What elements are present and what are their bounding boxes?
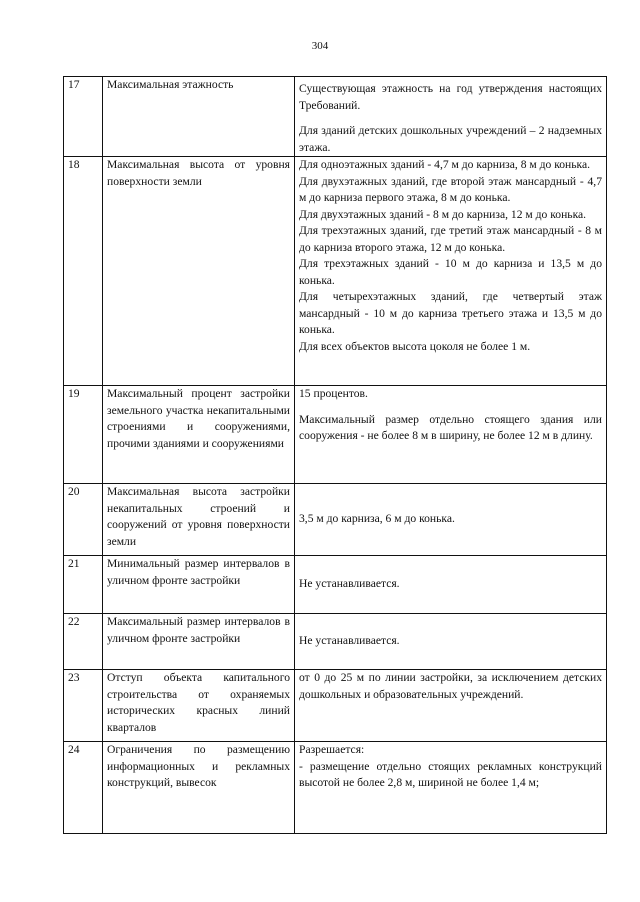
parameter-name: Максимальный процент застройки земельного участка некапитальными строениями и сооружениями, прочими зданиями и сооружениями — [103, 386, 295, 484]
value-paragraph: 15 процентов. — [299, 387, 368, 400]
parameter-value: Не устанавливается. — [295, 614, 607, 670]
value-paragraph: Для четырехэтажных зданий, где четвертый этаж мансардный - 10 м до карниза третьего этажа и 13,5 м до конька. — [299, 290, 602, 336]
value-paragraph: Для двухэтажных зданий - 8 м до карниза, 12 м до конька. — [299, 207, 587, 221]
row-number: 24 — [64, 742, 103, 834]
parameter-value: от 0 до 25 м по линии застройки, за исключением детских дошкольных и образовательных учреждений. — [295, 670, 607, 742]
table-row — [64, 386, 607, 484]
parameter-value — [295, 77, 607, 157]
row-number: 23 — [64, 670, 103, 742]
table-row — [64, 556, 607, 614]
parameter-name: Ограничения по размещению информационных и рекламных конструкций, вывесок — [103, 742, 295, 834]
row-number: 22 — [64, 614, 103, 670]
value-paragraph: Для двухэтажных зданий, где второй этаж мансардный - 4,7 м до карниза первого этажа, 8 м до конька. — [299, 174, 602, 204]
table-row — [64, 614, 607, 670]
table-row — [64, 742, 607, 834]
parameter-value — [295, 742, 607, 834]
table-row — [64, 670, 607, 742]
page-number: 304 — [311, 40, 329, 52]
table-row — [64, 484, 607, 556]
value-paragraph: Для трехэтажных зданий - 10 м до карниза и 13,5 м до конька. — [299, 257, 602, 287]
value-paragraph: Для зданий детских дошкольных учреждений – 2 надземных этажа. — [299, 124, 602, 154]
parameter-name: Максимальный размер интервалов в уличном фронте застройки — [103, 614, 295, 670]
parameter-value — [295, 386, 607, 484]
value-paragraph: Для одноэтажных зданий - 4,7 м до карниза, 8 м до конька. — [299, 158, 591, 171]
value-paragraph: Максимальный размер отдельно стоящего здания или сооружения - не более 8 м в ширину, не более 12 м в длину. — [299, 412, 602, 442]
row-number: 20 — [64, 484, 103, 556]
requirements-table — [63, 76, 607, 834]
value-paragraph: - размещение отдельно стоящих рекламных конструкций высотой не более 2,8 м, шириной не более 1,4 м; — [299, 759, 602, 789]
parameter-value: 3,5 м до карниза, 6 м до конька. — [295, 484, 607, 556]
row-number: 18 — [64, 157, 103, 386]
parameter-name: Максимальная этажность — [103, 77, 295, 157]
parameter-name: Минимальный размер интервалов в уличном фронте застройки — [103, 556, 295, 614]
parameter-name: Максимальная высота застройки некапитальных строений и сооружений от уровня поверхности земли — [103, 484, 295, 556]
parameter-value: Не устанавливается. — [295, 556, 607, 614]
table-row — [64, 157, 607, 386]
table-row — [64, 77, 607, 157]
row-number: 21 — [64, 556, 103, 614]
row-number: 19 — [64, 386, 103, 484]
parameter-name: Отступ объекта капитального строительства от охраняемых исторических красных линий кварталов — [103, 670, 295, 742]
value-paragraph: Для всех объектов высота цоколя не более 1 м. — [299, 339, 531, 353]
value-paragraph: Разрешается: — [299, 743, 365, 756]
value-paragraph: Существующая этажность на год утверждения настоящих Требований. — [299, 82, 602, 112]
row-number: 17 — [64, 77, 103, 157]
parameter-value — [295, 157, 607, 386]
parameter-name: Максимальная высота от уровня поверхности земли — [103, 157, 295, 386]
value-paragraph: Для трехэтажных зданий, где третий этаж мансардный - 8 м до карниза второго этажа, 12 м до конька. — [299, 224, 602, 254]
